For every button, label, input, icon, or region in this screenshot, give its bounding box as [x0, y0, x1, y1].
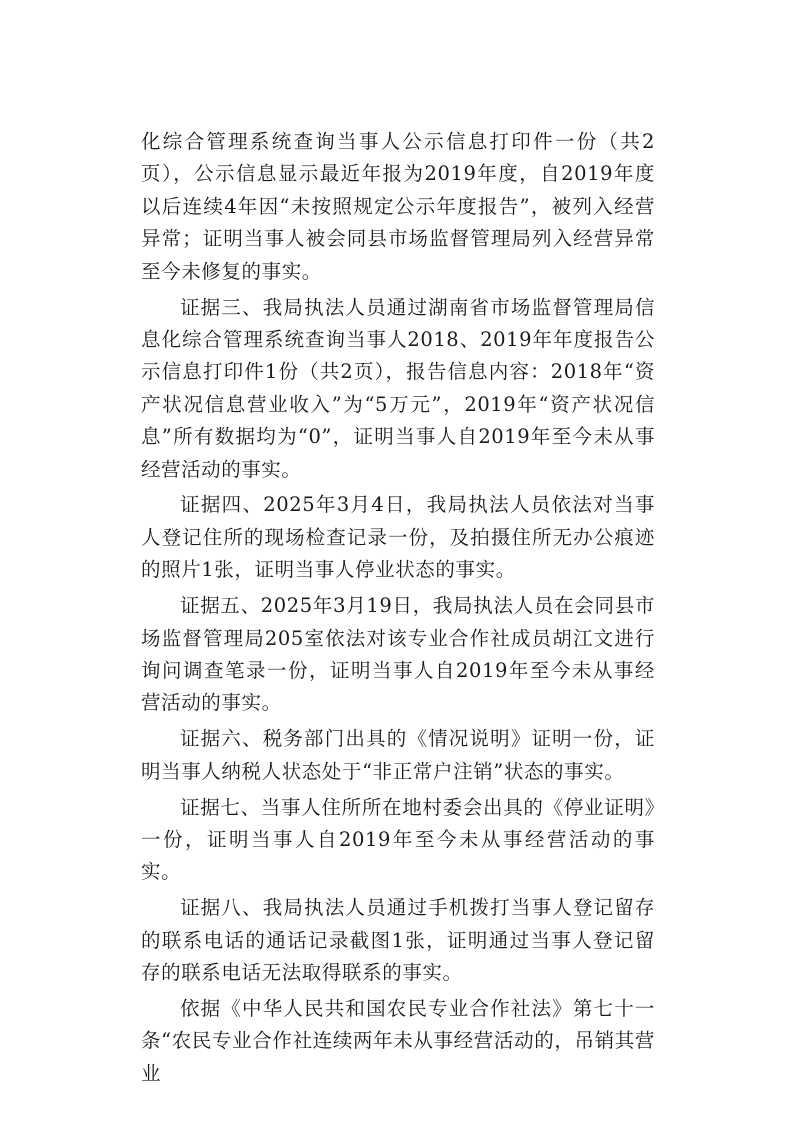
paragraph-legal-basis: 依据《中华人民共和国农民专业合作社法》第七十一条“农民专业合作社连续两年未从事经营活动的，吊销其营业: [141, 997, 655, 1085]
paragraph-evidence-8: 证据八、我局执法人员通过手机拨打当事人登记留存的联系电话的通话记录截图1张，证明通过当事人登记留存的联系电话无法取得联系的事实。: [141, 896, 655, 985]
document-body: [141, 126, 655, 1094]
paragraph-evidence-6: 证据六、税务部门出具的《情况说明》证明一份，证明当事人纳税人状态处于“非正常户注销”状态的事实。: [141, 727, 655, 783]
paragraph-evidence-3: 证据三、我局执法人员通过湖南省市场监督管理局信息化综合管理系统查询当事人2018、2019年年度报告公示信息打印件1份（共2页），报告信息内容：2018年“资产状况信息营业收入”为“5万元”，2019年“资产状况信息”所有数据均为“0”，证明当事人自2019年至今未从事经营活动的事实。: [141, 295, 655, 481]
paragraph-evidence-4: 证据四、2025年3月4日，我局执法人员依法对当事人登记住所的现场检查记录一份，及拍摄住所无办公痕迹的照片1张，证明当事人停业状态的事实。: [141, 493, 655, 582]
paragraph-evidence-5: 证据五、2025年3月19日，我局执法人员在会同县市场监督管理局205室依法对该专业合作社成员胡江文进行询问调查笔录一份，证明当事人自2019年至今未从事经营活动的事实。: [141, 594, 655, 715]
paragraph-evidence-2-continued: 化综合管理系统查询当事人公示信息打印件一份（共2页），公示信息显示最近年报为2019年度，自2019年度以后连续4年因“未按照规定公示年度报告”，被列入经营异常；证明当事人被会同县市场监督管理局列入经营异常至今未修复的事实。: [141, 130, 655, 283]
paragraph-evidence-7: 证据七、当事人住所所在地村委会出具的《停业证明》一份，证明当事人自2019年至今未从事经营活动的事实。: [141, 795, 655, 884]
